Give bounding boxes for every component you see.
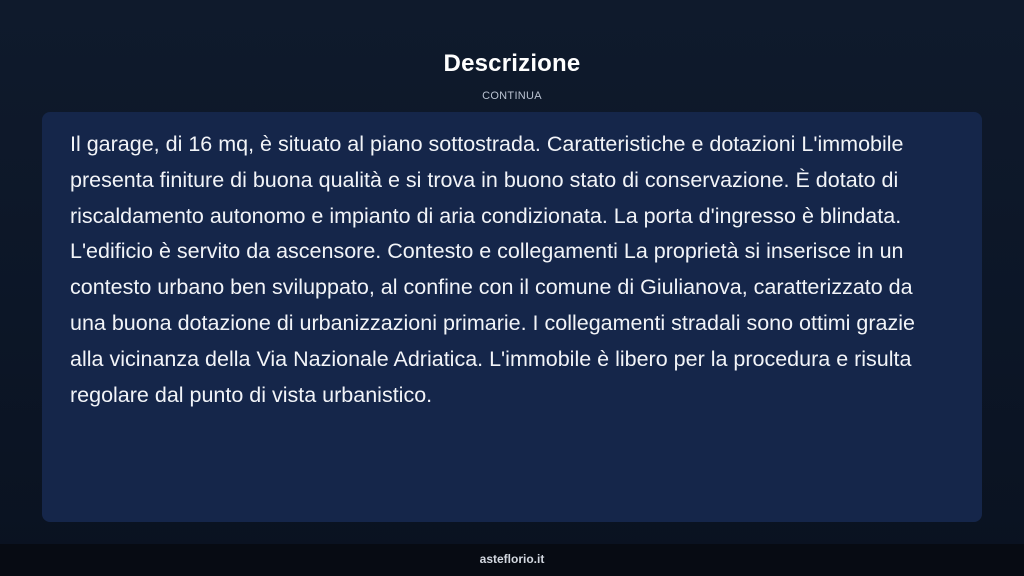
description-text: Il garage, di 16 mq, è situato al piano sottostrada. Caratteristiche e dotazioni L'immobile presenta finiture di buona qualità e si trova in buono stato di conservazione. È dotato di riscaldamento autonomo e impianto di aria condizionata. La porta d'ingresso è blindata. L'edificio è servito da ascensore. Contesto e collegamenti La proprietà si inserisce in un contesto urbano ben sviluppato, al confine con il comune di Giulianova, caratterizzato da una buona dotazione di urbanizzazioni primarie. I collegamenti stradali sono ottimi grazie alla vicinanza della Via Nazionale Adriatica. L'immobile è libero per la procedura e risulta regolare dal punto di vista urbanistico.	[70, 132, 915, 407]
footer-bar	[0, 544, 1024, 576]
footer-brand[interactable]: asteflorio.it	[479, 552, 545, 566]
page-title: Descrizione	[443, 50, 581, 77]
continue-label[interactable]: CONTINUA	[482, 90, 542, 102]
description-card	[42, 112, 982, 522]
